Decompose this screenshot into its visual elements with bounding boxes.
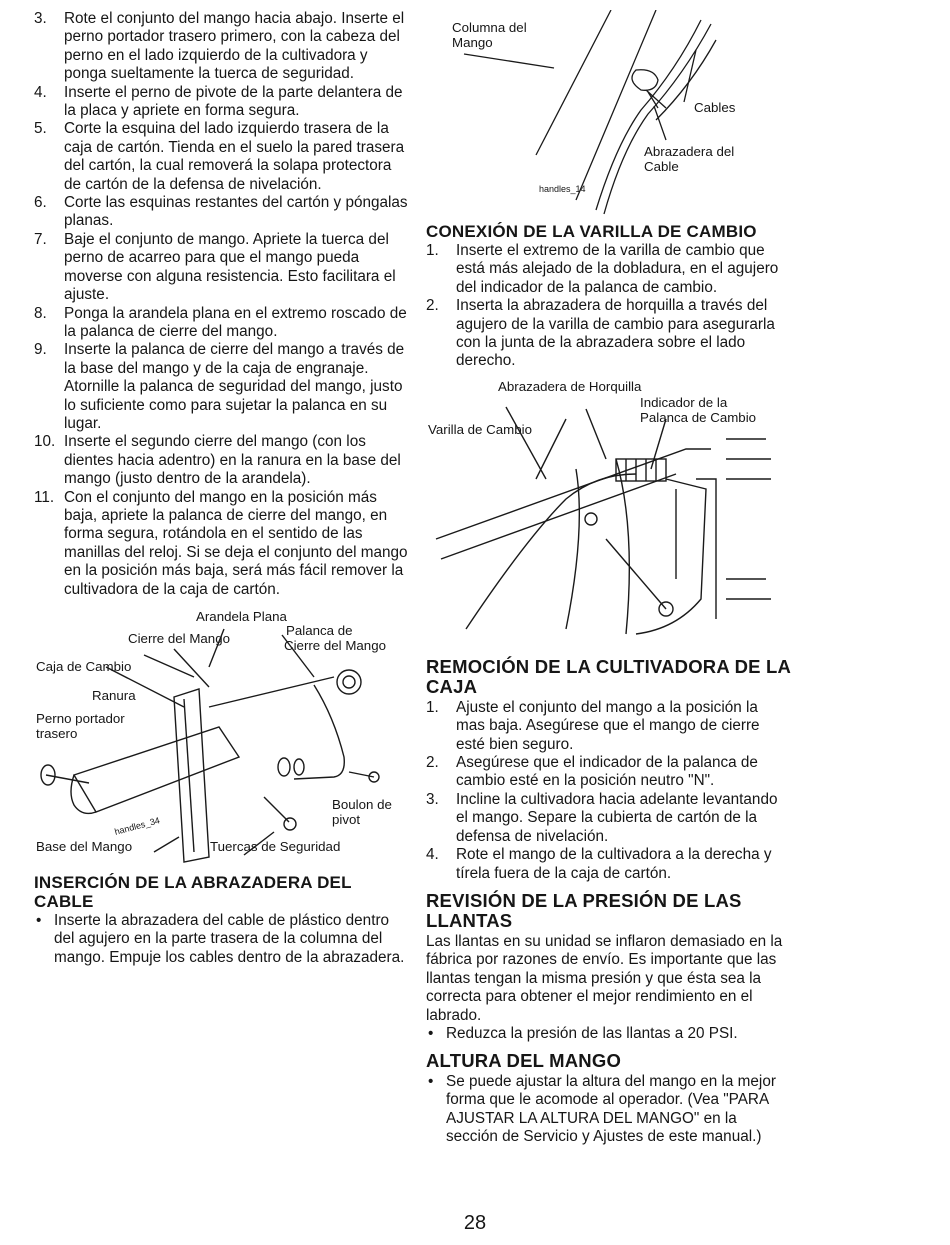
figure-code: handles_34 <box>113 815 161 837</box>
revision-paragraph: Las llantas en su unidad se inflaron demasiado en la fábrica por razones de envío. Es importante que las llantas tengan la misma presión y que ésta sea la correcta para obtener el mejor rendimiento en el labrado. <box>426 932 783 1024</box>
list-item: 10. Inserte el segundo cierre del mango (con los dientes hacia adentro) en la ranura en la base del mango (justo dentro de la arandela). <box>34 433 401 488</box>
remocion-steps <box>426 699 791 883</box>
list-item: 1. Ajuste el conjunto del mango a la posición la mas baja. Asegúrese que el mango de cierre esté bien seguro. <box>426 698 760 753</box>
label-tuercas-de-seguridad: Tuercas de Seguridad <box>210 839 341 854</box>
list-item: 2. Asegúrese que el indicador de la palanca de cambio esté en la posición neutro "N". <box>426 754 758 790</box>
label-perno-portador: Perno portador <box>36 711 125 726</box>
list-item: 4. Rote el mango de la cultivadora a la derecha y tírela fuera de la caja de cartón. <box>426 846 772 882</box>
label-base-del-mango: Base del Mango <box>36 839 133 854</box>
label-palanca-de-cambio: Palanca de Cambio <box>640 409 757 425</box>
label-varilla-de-cambio: Varilla de Cambio <box>428 421 532 437</box>
list-item: 4. Inserte el perno de pivote de la parte delantera de la placa y apriete en forma segura. <box>34 83 403 120</box>
bullet-icon: • <box>428 1024 434 1042</box>
label-cierre-del-mango: Cierre del Mango <box>128 631 230 646</box>
list-item: • Reduzca la presión de las llantas a 20 PSI. <box>428 1024 738 1042</box>
handle-assembly-figure <box>34 607 409 869</box>
label-abrazadera-de-horquilla: Abrazadera de Horquilla <box>498 378 642 394</box>
label-pivot: pivot <box>332 812 361 827</box>
list-item: 3. Rote el conjunto del mango hacia abajo. Inserte el perno portador trasero primero, con la cabeza del perno en el lado izquierdo de la cultivadora y ponga sueltamente la tuerca de seguridad. <box>34 10 405 83</box>
list-item: 11. Con el conjunto del mango en la posición más baja, apriete la palanca de cierre del mango, en forma segura, rotándola en el sentido de las manillas del reloj. Si se deja el conjunto del mango en la posición más baja, será más fácil remover la cultivadora de la caja de cartón. <box>34 488 408 598</box>
label-columna-del: Columna del <box>452 20 527 35</box>
section-heading-remocion: REMOCIÓN DE LA CULTIVADORA DE LA CAJA <box>426 655 791 698</box>
left-column <box>34 10 409 967</box>
list-item: 9. Inserte la palanca de cierre del mango a través de la base del mango y de la caja de engranaje. Atornille la palanca de seguridad del mango, justo lo suficiente como para sujetar la palanca en su lugar. <box>34 341 405 432</box>
figure-code: handles_14 <box>539 184 586 194</box>
section-heading-revision: REVISIÓN DE LA PRESIÓN DE LAS LLANTAS <box>426 889 742 932</box>
list-item: 8. Ponga la arandela plana en el extremo roscado de la palanca de cierre del mango. <box>34 304 407 340</box>
list-item: • Inserte la abrazadera del cable de plástico dentro del agujero en la parte trasera de la columna del mango. Empuje los cables dentro de la abrazadera. <box>36 912 405 966</box>
label-trasero: trasero <box>36 726 78 741</box>
list-item: 1. Inserte el extremo de la varilla de cambio que está más alejado de la dobladura, en el agujero del indicador de la palanca de cambio. <box>426 242 779 296</box>
shift-rod-figure <box>426 379 791 649</box>
cable-clamp-figure <box>426 10 791 218</box>
right-column <box>426 10 791 1146</box>
list-item: • Se puede ajustar la altura del mango en la mejor forma que le acomode al operador. (Vea "PARA AJUSTAR LA ALTURA DEL MANGO" en la sección de Servicio y Ajustes de este manual.) <box>428 1072 776 1146</box>
label-caja-de-cambio: Caja de Cambio <box>36 659 132 674</box>
label-cables: Cables <box>694 100 736 115</box>
list-item: 7. Baje el conjunto de mango. Apriete la tuerca del perno de acarreo para que el mango pueda moverse con alguna resistencia. Esto facilitara el ajuste. <box>34 230 396 304</box>
section-heading-insercion: INSERCIÓN DE LA ABRAZADERA DEL CABLE <box>34 873 352 911</box>
page-number: 28 <box>463 1212 487 1234</box>
label-indicador-de-la: Indicador de la <box>640 394 728 410</box>
label-mango: Mango <box>452 35 493 50</box>
section-heading-altura: ALTURA DEL MANGO <box>426 1050 622 1072</box>
label-abrazadera-del: Abrazadera del <box>644 144 735 159</box>
assembly-steps <box>34 10 409 599</box>
label-cierre-del-mango-2: Cierre del Mango <box>284 638 386 653</box>
label-ranura: Ranura <box>92 688 136 703</box>
section-heading-conexion: CONEXIÓN DE LA VARILLA DE CAMBIO <box>426 222 757 241</box>
altura-bullets <box>426 1073 791 1147</box>
list-item: 3. Incline la cultivadora hacia adelante levantando el mango. Separe la cubierta de cartón de la defensa de nivelación. <box>426 790 778 845</box>
label-cable: Cable <box>644 159 679 174</box>
label-arandela-plana: Arandela Plana <box>196 609 287 624</box>
bullet-icon: • <box>36 912 42 929</box>
list-item: 5. Corte la esquina del lado izquierdo trasera de la caja de cartón. Tienda en el suelo la pared trasera del cartón, la cual removerá la solapa protectora de cartón de la defensa de nivelación. <box>34 120 405 193</box>
conexion-steps <box>426 242 791 371</box>
label-palanca-de: Palanca de <box>286 623 353 638</box>
bullet-icon: • <box>428 1072 434 1090</box>
revision-bullets <box>426 1025 791 1043</box>
list-item: 6. Corte las esquinas restantes del cartón y póngalas planas. <box>34 194 408 230</box>
insercion-bullets <box>34 912 409 967</box>
label-boulon-de: Boulon de <box>332 797 392 812</box>
list-item: 2. Inserta la abrazadera de horquilla a través del agujero de la varilla de cambio para asegurarla con la junta de la abrazadera sobre el lado derecho. <box>426 297 775 370</box>
